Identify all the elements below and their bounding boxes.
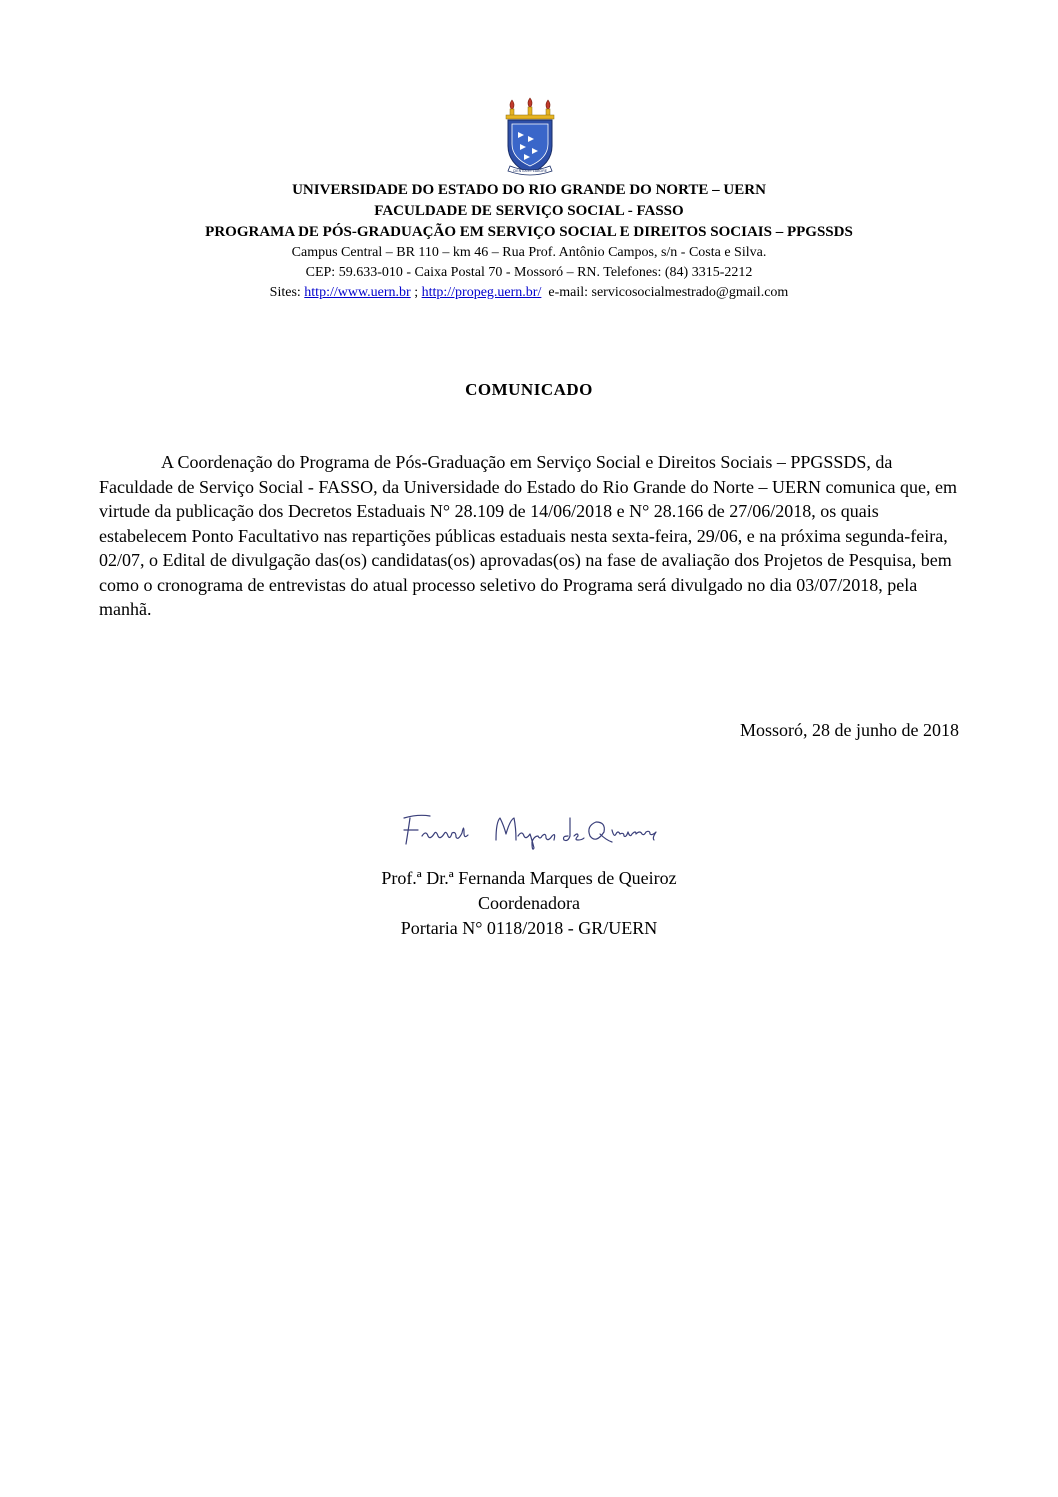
handwritten-signature	[390, 800, 670, 860]
university-name: UNIVERSIDADE DO ESTADO DO RIO GRANDE DO NORTE – UERN	[292, 182, 766, 198]
letterhead	[0, 180, 1058, 303]
uern-site-link[interactable]: http://www.uern.br	[304, 285, 411, 300]
propeg-site-link[interactable]: http://propeg.uern.br/	[421, 285, 542, 300]
crest-motto: CIENTIA ET LABORE	[512, 169, 548, 173]
document-title: COMUNICADO	[465, 380, 593, 399]
university-crest-icon	[502, 96, 558, 178]
signatory-block	[0, 866, 1058, 941]
body-paragraph: A Coordenação do Programa de Pós-Graduação em Serviço Social e Direitos Sociais – PPGSSDS, da Faculdade de Serviço Social - FASSO, da Universidade do Estado do Rio Grande do Norte – UERN comunica que, em virtude da publicação dos Decretos Estaduais N° 28.109 de 14/06/2018 e N° 28.166 de 27/06/2018, os quais estabelecem Ponto Facultativo nas repartições públicas estaduais nesta sexta-feira, 29/06, e na próxima segunda-feira, 02/07, o Edital de divulgação das(os) candidatas(os) aprovadas(os) na fase de avaliação dos Projetos de Pesquisa, bem como o cronograma de entrevistas do atual processo seletivo do Programa será divulgado no dia 03/07/2018, pela manhã.	[99, 452, 957, 619]
sites-separator: ;	[410, 285, 422, 300]
address-line: Campus Central – BR 110 – km 46 – Rua Prof. Antônio Campos, s/n - Costa e Silva.	[291, 245, 767, 260]
signatory-portaria: Portaria N° 0118/2018 - GR/UERN	[400, 918, 658, 938]
program-name: PROGRAMA DE PÓS-GRADUAÇÃO EM SERVIÇO SOCIAL E DIREITOS SOCIAIS – PPGSSDS	[205, 224, 853, 240]
cep-line: CEP: 59.633-010 - Caixa Postal 70 - Mossoró – RN. Telefones: (84) 3315-2212	[305, 265, 753, 280]
date-line: Mossoró, 28 de junho de 2018	[740, 720, 959, 740]
sites-prefix: Sites:	[269, 285, 305, 300]
email-text: e-mail: servicosocialmestrado@gmail.com	[541, 285, 789, 300]
faculty-name: FACULDADE DE SERVIÇO SOCIAL - FASSO	[374, 203, 684, 219]
signatory-role: Coordenadora	[478, 893, 580, 913]
body-text	[99, 450, 961, 622]
signatory-name: Prof.ª Dr.ª Fernanda Marques de Queiroz	[381, 868, 677, 888]
sites-line	[0, 283, 1058, 303]
